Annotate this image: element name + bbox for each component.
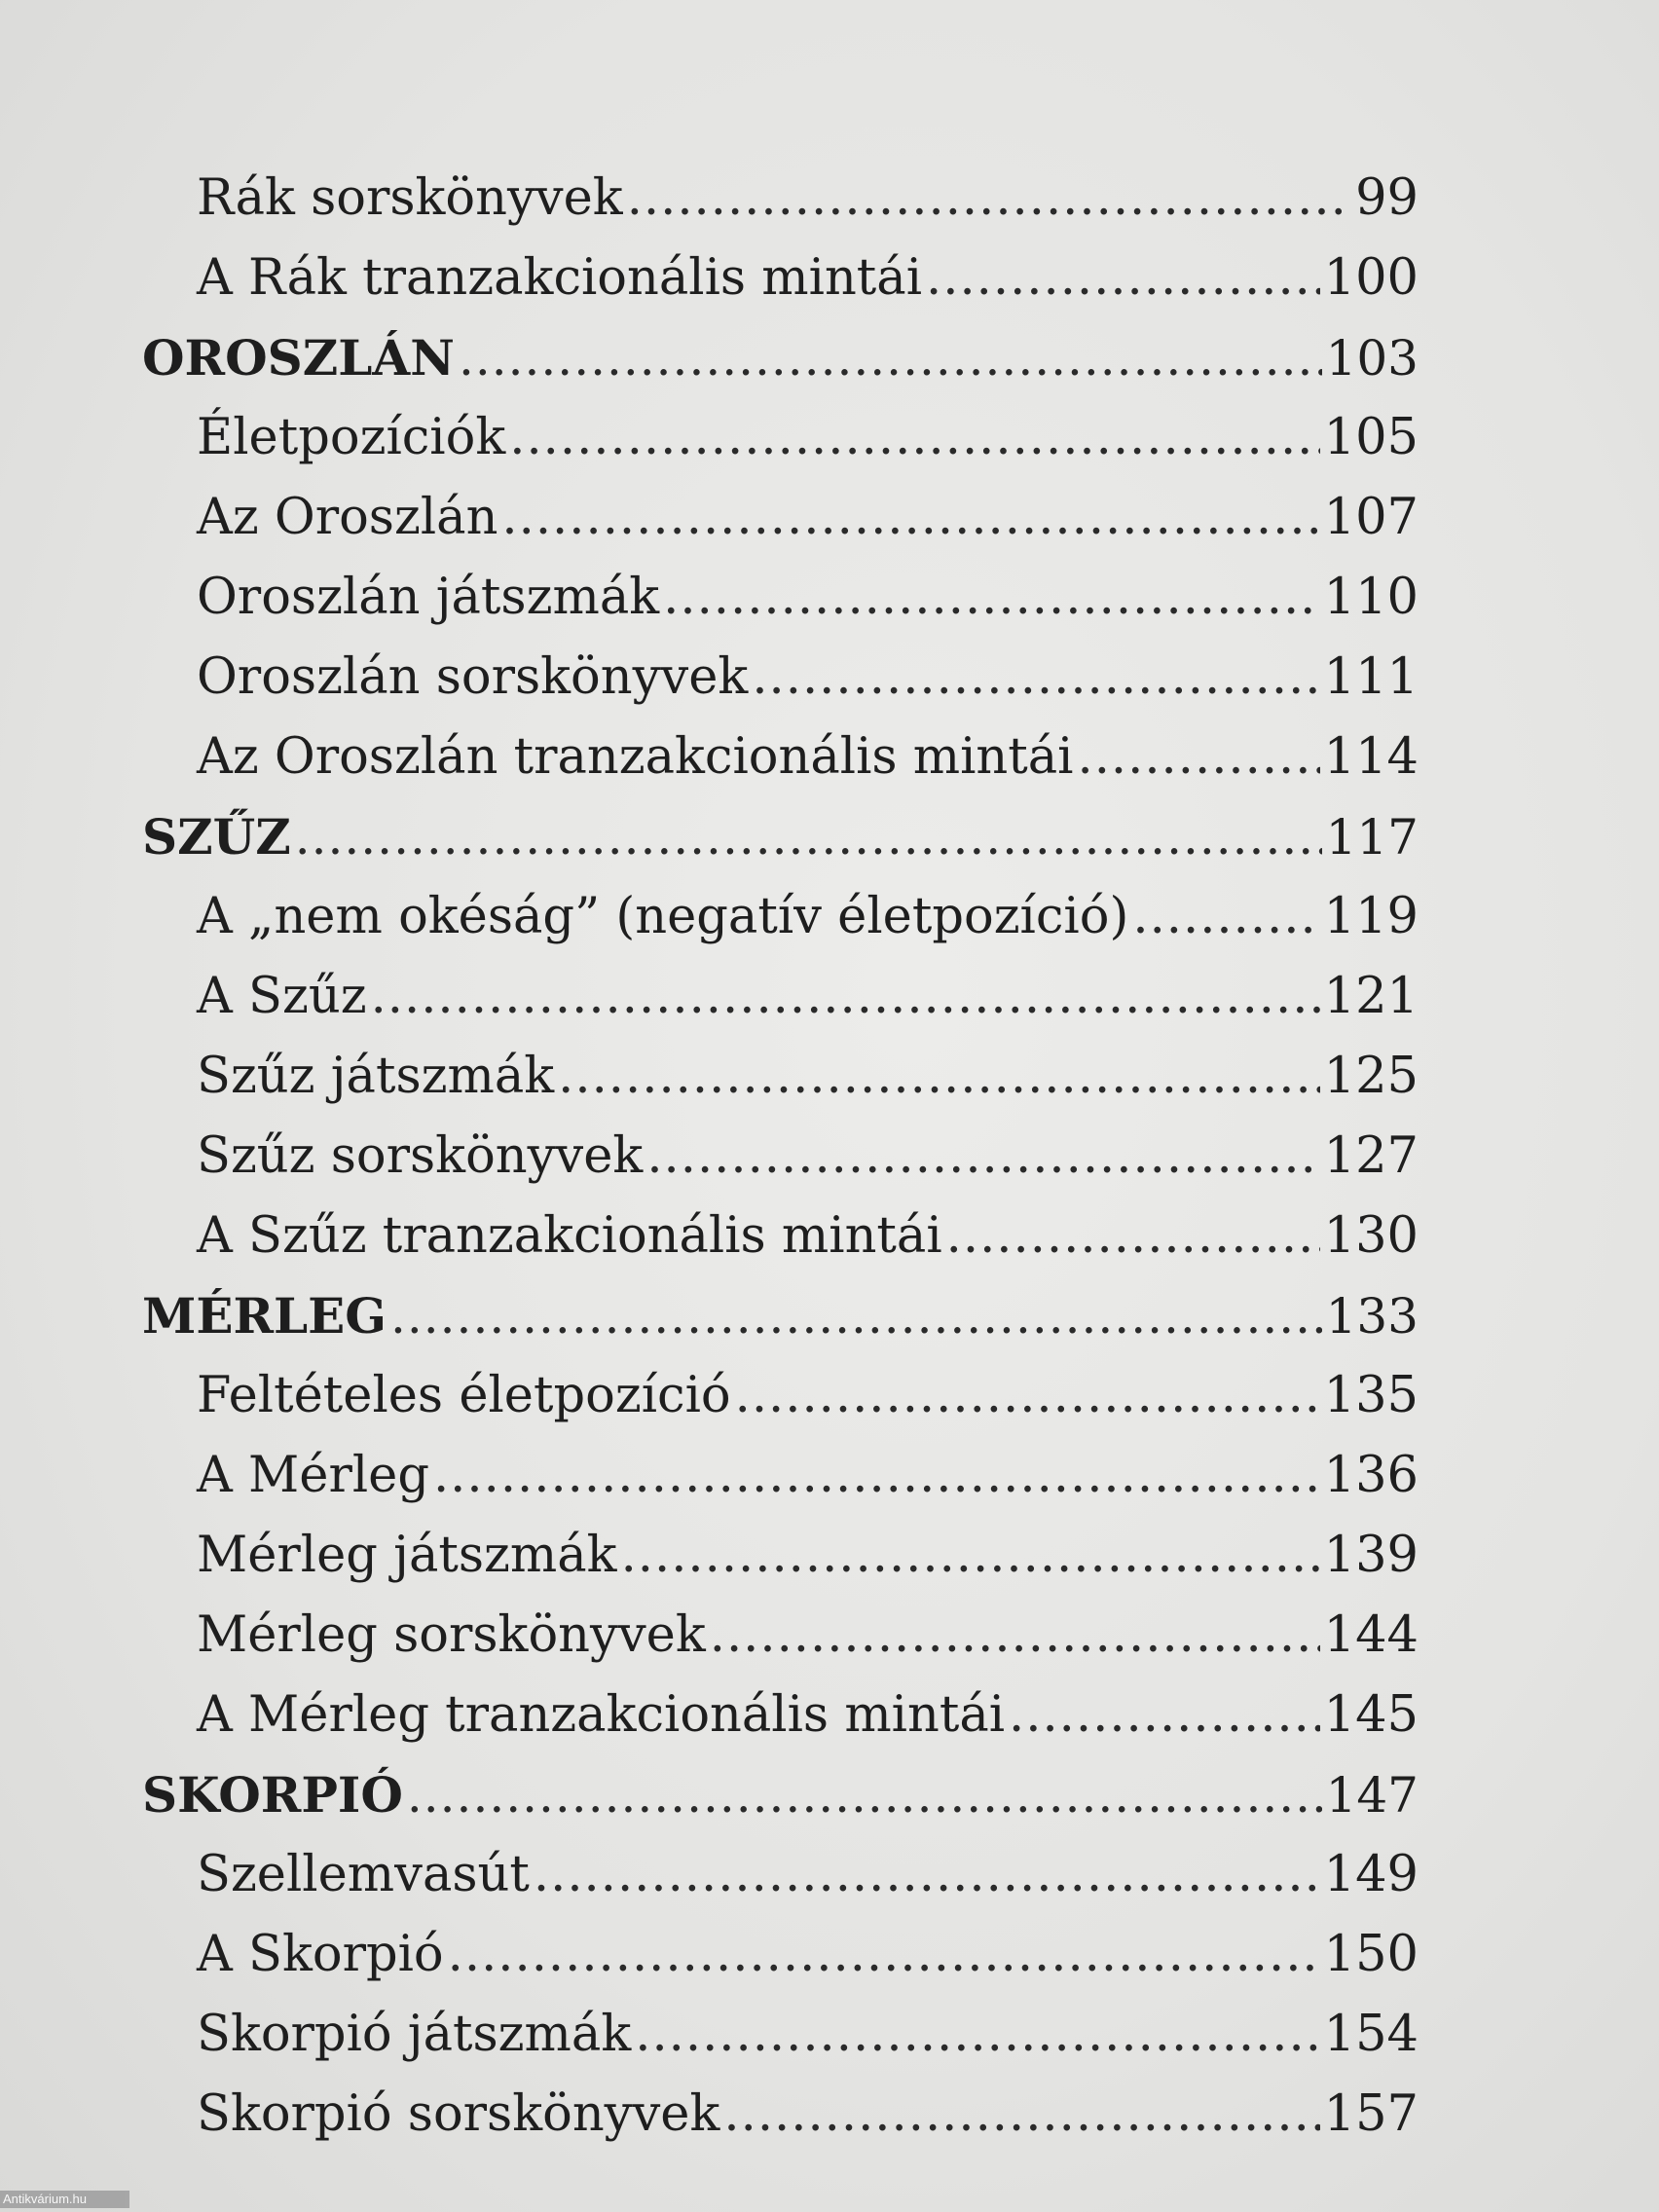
toc-entry-title: Skorpió játszmák bbox=[197, 2006, 632, 2063]
toc-chapter-page: 147 bbox=[1325, 1767, 1419, 1824]
toc-entry-page: 157 bbox=[1323, 2085, 1419, 2143]
toc-entry-title: Oroszlán játszmák bbox=[197, 569, 660, 626]
toc-entry-title: A Skorpió bbox=[197, 1926, 444, 1983]
toc-entry-page: 136 bbox=[1323, 1447, 1419, 1504]
toc-entry bbox=[197, 718, 1419, 797]
toc-entry bbox=[197, 1117, 1419, 1197]
toc-entry bbox=[197, 638, 1419, 718]
toc-entry bbox=[197, 1037, 1419, 1117]
toc-entry bbox=[197, 1356, 1419, 1436]
dot-leader bbox=[459, 318, 1322, 398]
toc-entry-title: Szűz játszmák bbox=[197, 1048, 555, 1105]
toc-entry-title: Rák sorskönyvek bbox=[197, 169, 623, 227]
toc-entry-page: 149 bbox=[1323, 1846, 1419, 1903]
dot-leader bbox=[407, 1755, 1322, 1835]
dot-leader bbox=[1078, 718, 1320, 797]
dot-leader bbox=[646, 1117, 1319, 1197]
toc-entry-title: A Szűz tranzakcionális mintái bbox=[197, 1207, 942, 1265]
toc-chapter bbox=[142, 797, 1419, 877]
toc-chapter-page: 117 bbox=[1325, 809, 1419, 866]
dot-leader bbox=[1132, 877, 1319, 957]
toc-entry-page: 100 bbox=[1323, 249, 1419, 307]
watermark-label: Antikvárium.hu bbox=[0, 2191, 129, 2208]
toc-entry bbox=[197, 1596, 1419, 1676]
dot-leader bbox=[501, 478, 1319, 558]
toc-entry-title: Életpozíciók bbox=[197, 409, 506, 466]
toc-entry-title: Az Oroszlán tranzakcionális mintái bbox=[197, 728, 1074, 786]
dot-leader bbox=[448, 1915, 1320, 1995]
toc-entry bbox=[197, 1197, 1419, 1276]
dot-leader bbox=[710, 1596, 1320, 1676]
toc-entry-page: 144 bbox=[1323, 1606, 1419, 1664]
toc-entry-page: 150 bbox=[1323, 1926, 1419, 1983]
toc-chapter-title: OROSZLÁN bbox=[142, 329, 455, 387]
toc-entry-title: Oroszlán sorskönyvek bbox=[197, 648, 749, 706]
toc-entry-page: 154 bbox=[1323, 2006, 1419, 2063]
toc-entry bbox=[197, 558, 1419, 638]
toc-entry-page: 145 bbox=[1323, 1686, 1419, 1744]
dot-leader bbox=[1009, 1676, 1320, 1755]
toc-entry-title: Feltételes életpozíció bbox=[197, 1367, 731, 1424]
dot-leader bbox=[926, 239, 1320, 318]
dot-leader bbox=[621, 1516, 1320, 1596]
toc-entry-title: Szűz sorskönyvek bbox=[197, 1127, 644, 1185]
toc-entry bbox=[197, 877, 1419, 957]
toc-chapter-page: 103 bbox=[1325, 330, 1419, 387]
toc-entry bbox=[197, 1915, 1419, 1995]
toc-entry-title: Szellemvasút bbox=[197, 1846, 530, 1903]
dot-leader bbox=[635, 1995, 1319, 2075]
toc-entry-title: A Szűz bbox=[197, 968, 367, 1025]
toc-entry-title: Mérleg sorskönyvek bbox=[197, 1606, 706, 1664]
toc-entry bbox=[197, 1676, 1419, 1755]
toc-entry-title: A Mérleg tranzakcionális mintái bbox=[197, 1686, 1006, 1744]
dot-leader bbox=[295, 797, 1322, 877]
toc-entry bbox=[197, 1436, 1419, 1516]
toc-entry-page: 110 bbox=[1323, 569, 1419, 626]
toc-entry bbox=[197, 478, 1419, 558]
toc-entry bbox=[197, 2075, 1419, 2155]
toc-chapter-page: 133 bbox=[1325, 1288, 1419, 1345]
dot-leader bbox=[558, 1037, 1319, 1117]
toc-entry bbox=[197, 1835, 1419, 1915]
toc-chapter bbox=[142, 1755, 1419, 1835]
toc-entry-page: 127 bbox=[1323, 1127, 1419, 1185]
toc-entry bbox=[197, 159, 1419, 239]
toc-entry-title: Skorpió sorskönyvek bbox=[197, 2085, 720, 2143]
toc-entry-title: Mérleg játszmák bbox=[197, 1527, 617, 1584]
toc-entry-title: A Rák tranzakcionális mintái bbox=[197, 249, 923, 307]
toc-entry bbox=[197, 398, 1419, 478]
dot-leader bbox=[433, 1436, 1320, 1516]
dot-leader bbox=[723, 2075, 1319, 2155]
toc-chapter-title: MÉRLEG bbox=[142, 1287, 387, 1345]
toc-chapter-title: SZŰZ bbox=[142, 808, 291, 866]
dot-leader bbox=[752, 638, 1319, 718]
toc-entry bbox=[197, 1516, 1419, 1596]
toc-entry-title: Az Oroszlán bbox=[197, 489, 498, 546]
dot-leader bbox=[534, 1835, 1320, 1915]
toc-entry-page: 121 bbox=[1323, 968, 1419, 1025]
toc-entry-title: A Mérleg bbox=[197, 1447, 429, 1504]
toc-entry-page: 111 bbox=[1323, 648, 1419, 706]
toc-chapter bbox=[142, 318, 1419, 398]
toc-chapter bbox=[142, 1276, 1419, 1356]
dot-leader bbox=[371, 957, 1320, 1037]
dot-leader bbox=[509, 398, 1319, 478]
dot-leader bbox=[946, 1197, 1320, 1276]
toc-entry-page: 125 bbox=[1323, 1048, 1419, 1105]
toc-entry bbox=[197, 957, 1419, 1037]
toc-entry-page: 105 bbox=[1323, 409, 1419, 466]
toc-entry-page: 99 bbox=[1355, 169, 1419, 227]
toc-entry bbox=[197, 1995, 1419, 2075]
toc-entry-page: 107 bbox=[1323, 489, 1419, 546]
toc-entry-title: A „nem okéság” (negatív életpozíció) bbox=[197, 888, 1129, 945]
toc-entry-page: 119 bbox=[1323, 888, 1419, 945]
dot-leader bbox=[390, 1276, 1322, 1356]
toc-entry-page: 135 bbox=[1323, 1367, 1419, 1424]
toc-entry-page: 114 bbox=[1323, 728, 1419, 786]
toc-entry bbox=[197, 239, 1419, 318]
dot-leader bbox=[627, 159, 1351, 239]
dot-leader bbox=[663, 558, 1320, 638]
toc-entry-page: 139 bbox=[1323, 1527, 1419, 1584]
toc-entry-page: 130 bbox=[1323, 1207, 1419, 1265]
dot-leader bbox=[735, 1356, 1320, 1436]
toc-chapter-title: SKORPIÓ bbox=[142, 1766, 403, 1824]
